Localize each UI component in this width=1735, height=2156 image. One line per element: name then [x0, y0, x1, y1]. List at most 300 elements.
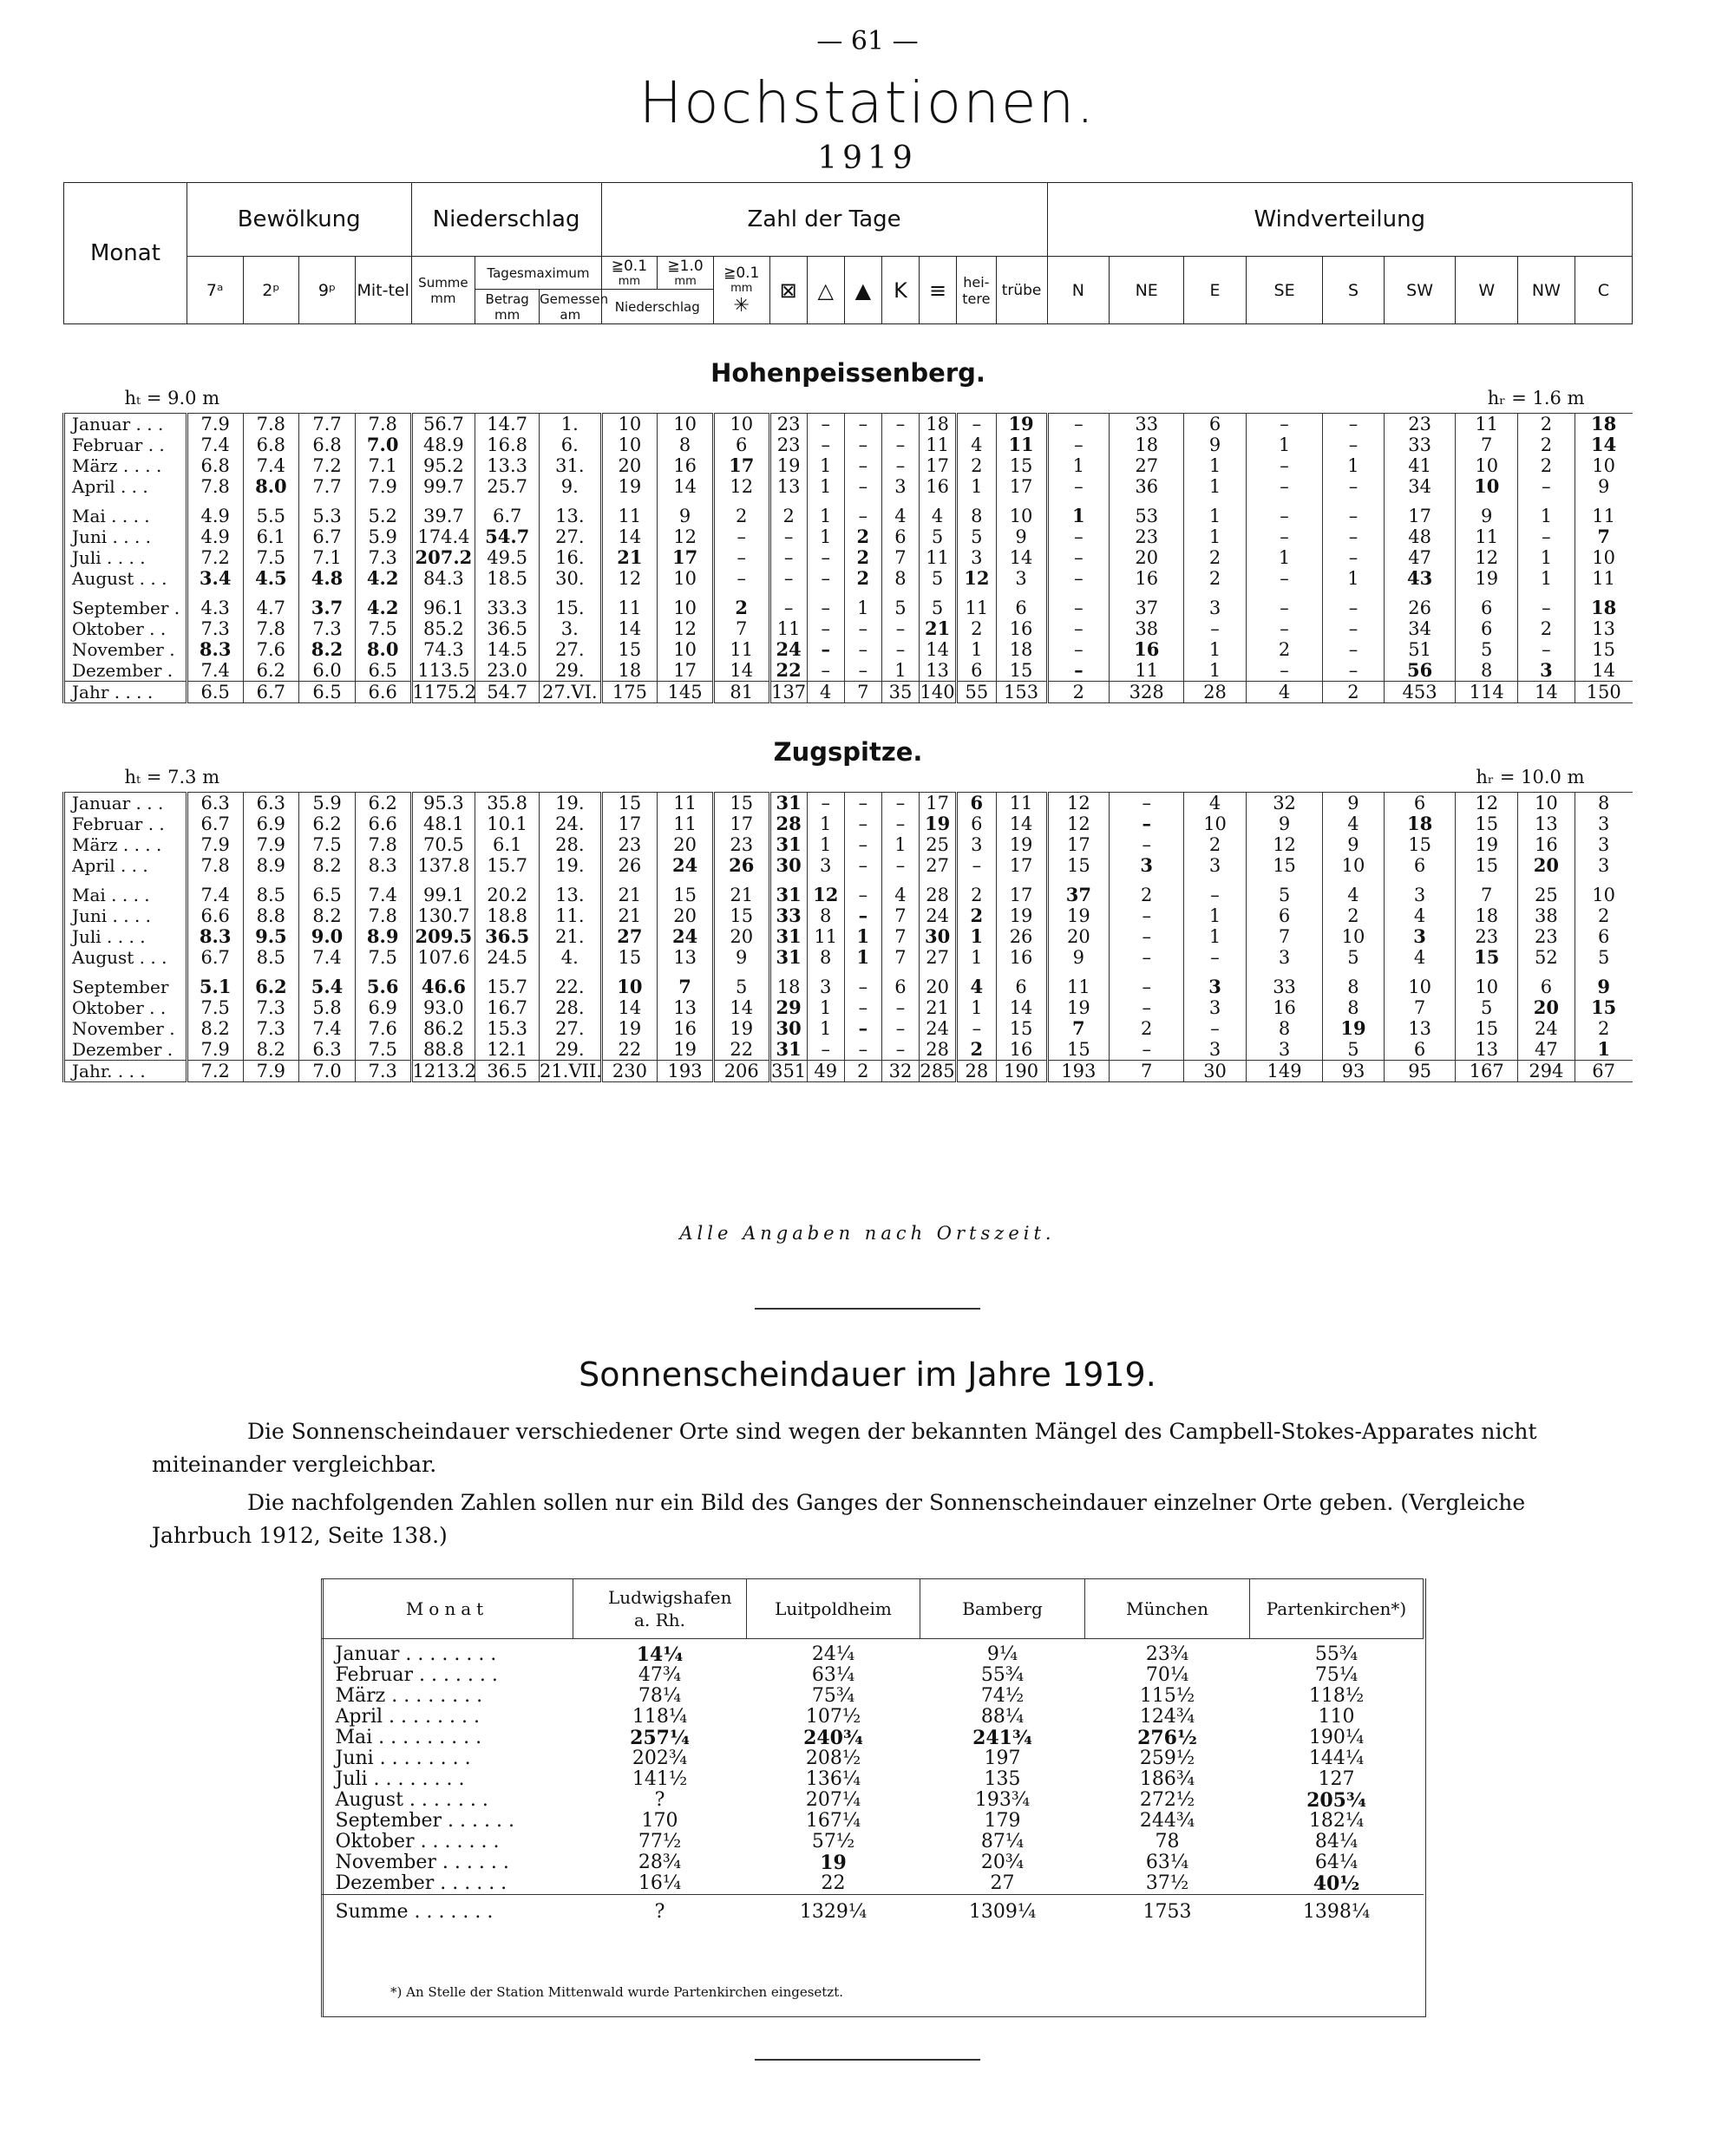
cell: 18.8: [475, 905, 540, 926]
cell: 115½: [1139, 1685, 1195, 1707]
cell: 2: [957, 618, 996, 639]
cell: –: [713, 568, 769, 589]
cell: 9¼: [986, 1643, 1018, 1665]
cell: 75¼: [1314, 1664, 1359, 1686]
cell: –: [1047, 414, 1109, 435]
snowflake-icon: ✳: [733, 294, 750, 317]
cell: 64¼: [1314, 1852, 1359, 1873]
cell: 10: [601, 968, 658, 997]
cell: 18: [601, 660, 658, 682]
table-row: [64, 876, 1633, 905]
cell: 23¾: [1145, 1643, 1189, 1665]
cell: 10: [996, 497, 1047, 526]
station-hr: hᵣ = 10.0 m: [1476, 767, 1585, 787]
cell: 1: [1184, 660, 1246, 682]
cell: 1: [807, 834, 844, 855]
cell: –: [844, 639, 881, 660]
cell: 5.9: [299, 793, 356, 814]
cell: 174.4: [411, 526, 475, 547]
row-month: September . . . . . .: [335, 1810, 514, 1832]
cell: 24: [658, 926, 714, 947]
cell: 1: [1047, 455, 1109, 476]
cell: 7.4: [187, 876, 243, 905]
cell: 1: [881, 660, 919, 682]
cell: –: [1246, 476, 1323, 497]
cell: 15: [996, 455, 1047, 476]
cell: 14: [601, 997, 658, 1018]
cell: 4: [1323, 813, 1384, 834]
cell: 7.8: [243, 618, 299, 639]
cell: 167¼: [805, 1810, 861, 1832]
cell: 10: [1456, 455, 1517, 476]
sum-row: [322, 1895, 1424, 1931]
cell: 12: [601, 568, 658, 589]
cell: 4.2: [355, 568, 411, 589]
cell: 3: [996, 568, 1047, 589]
cell: 6: [996, 589, 1047, 618]
cell: –: [957, 414, 996, 435]
cell: 8: [1323, 968, 1384, 997]
cell: –: [881, 997, 919, 1018]
cell: 11: [807, 926, 844, 947]
cell: 11: [996, 793, 1047, 814]
cell: 19: [1456, 834, 1517, 855]
cell: 3: [1110, 855, 1184, 876]
cell: 190¼: [1308, 1727, 1365, 1748]
cell: 9: [1184, 434, 1246, 455]
cell: 8: [957, 497, 996, 526]
cell: 7.4: [299, 947, 356, 968]
cell: 53: [1110, 497, 1184, 526]
table-row: [64, 589, 1633, 618]
cell: 17: [996, 876, 1047, 905]
cell: 86.2: [411, 1018, 475, 1039]
cell: 2: [1246, 639, 1323, 660]
cell: 7.2: [187, 1061, 243, 1082]
header-niederschlag-small: Niederschlag: [601, 290, 713, 324]
cell: 5.8: [299, 997, 356, 1018]
cell: 6: [713, 434, 769, 455]
cell: 12: [1246, 834, 1323, 855]
cell: 10.1: [475, 813, 540, 834]
row-month: Oktober . . . . . . .: [335, 1831, 500, 1852]
cell: 1: [957, 947, 996, 968]
cell: 4: [957, 434, 996, 455]
cell: 8.0: [355, 639, 411, 660]
cell: 8.2: [243, 1039, 299, 1061]
cell: 1213.2: [412, 1061, 477, 1081]
cell: 9: [1246, 813, 1323, 834]
cell: 7: [1456, 434, 1517, 455]
cell: 8: [1323, 997, 1384, 1018]
cell: 6: [957, 813, 996, 834]
cell: 1: [844, 926, 881, 947]
cell: 1: [1575, 1039, 1632, 1061]
table-row: [64, 813, 1633, 834]
cell: 4: [1384, 905, 1456, 926]
cell: 1: [1517, 497, 1575, 526]
cell: 3: [807, 855, 844, 876]
cell: 63¼: [811, 1664, 855, 1686]
cell: 11: [1110, 660, 1184, 682]
cell: 10: [1575, 547, 1632, 568]
hail-icon: △: [807, 257, 844, 324]
cell: 17: [996, 476, 1047, 497]
cell: 14.5: [475, 639, 540, 660]
cell: 33.3: [475, 589, 540, 618]
cell: 6.3: [299, 1039, 356, 1061]
table-row: [64, 997, 1633, 1018]
cell: 15: [1575, 639, 1632, 660]
cell: 10: [658, 568, 714, 589]
cell: 24: [1517, 1018, 1575, 1039]
cell: 74.3: [411, 639, 475, 660]
cell: 14: [713, 997, 769, 1018]
cell: 18.5: [475, 568, 540, 589]
cell: 7.3: [299, 618, 356, 639]
cell: 6: [957, 660, 996, 682]
cell: 48: [1384, 526, 1456, 547]
cell: 10: [1184, 813, 1246, 834]
cell: –: [881, 455, 919, 476]
cell: 16: [996, 1039, 1047, 1061]
cell: 13: [1456, 1039, 1517, 1061]
cell: 7.6: [355, 1018, 411, 1039]
cell: 17: [1384, 497, 1456, 526]
cell: 16: [1517, 834, 1575, 855]
cell: 27.: [540, 1018, 602, 1039]
cell: 11.: [540, 905, 602, 926]
cell: 20: [601, 455, 658, 476]
cell: 17: [658, 547, 714, 568]
cell: 15: [996, 1018, 1047, 1039]
cell: 3: [1184, 855, 1246, 876]
cell: 23: [769, 434, 807, 455]
header-ge10: ≧1.0: [667, 258, 704, 275]
cell: –: [769, 547, 807, 568]
cell: 30: [769, 855, 807, 876]
cell: 4.3: [187, 589, 243, 618]
cell: –: [1110, 1039, 1184, 1061]
cell: 24: [920, 1018, 957, 1039]
cell: 12: [1456, 547, 1517, 568]
cell: 6.5: [299, 682, 356, 703]
table-row: [64, 497, 1633, 526]
cell: –: [844, 618, 881, 639]
table-row: [64, 526, 1633, 547]
cell: 170: [641, 1810, 678, 1832]
cell: –: [807, 547, 844, 568]
cell: 113.5: [411, 660, 475, 682]
cell: 4.9: [187, 497, 243, 526]
cell: 35: [881, 682, 919, 703]
cell: 6: [1517, 968, 1575, 997]
cell: 175: [601, 682, 658, 703]
cell: 21: [601, 876, 658, 905]
row-month: April . . .: [64, 476, 187, 497]
table-row: [64, 947, 1633, 968]
cell: 14: [996, 997, 1047, 1018]
table-row: [64, 547, 1633, 568]
sum-cell: ?: [573, 1895, 747, 1931]
cell: –: [1323, 476, 1384, 497]
cell: 4: [920, 497, 957, 526]
cell: 19: [996, 905, 1047, 926]
cell: 2: [1323, 682, 1384, 703]
cell: –: [1110, 926, 1184, 947]
cell: 3: [1184, 1039, 1246, 1061]
table-row: [322, 1665, 1424, 1686]
cell: 7.9: [243, 834, 299, 855]
cell: 19: [658, 1039, 714, 1061]
cell: 182¼: [1308, 1810, 1365, 1832]
cell: 6.3: [243, 793, 299, 814]
cell: 3: [1384, 876, 1456, 905]
cell: 36.5: [475, 618, 540, 639]
cell: 15.7: [475, 968, 540, 997]
cell: 26: [713, 855, 769, 876]
table-row: [322, 1707, 1424, 1728]
cell: 15: [713, 793, 769, 814]
cell: 2: [1110, 1018, 1184, 1039]
cell: 27: [601, 926, 658, 947]
cell: 5: [920, 568, 957, 589]
header-ge10-unit: mm: [674, 275, 697, 288]
cell: –: [1323, 414, 1384, 435]
cell: 141½: [632, 1768, 688, 1790]
cell: 7: [881, 547, 919, 568]
header-wind-n: N: [1047, 257, 1109, 324]
cell: 15: [601, 947, 658, 968]
header-wind-s: S: [1323, 257, 1384, 324]
cell: 87¼: [980, 1831, 1025, 1852]
cell: –: [807, 639, 844, 660]
cell: 11: [957, 589, 996, 618]
cell: 34: [1384, 476, 1456, 497]
cell: 28: [920, 1039, 957, 1061]
cell: 107.6: [411, 947, 475, 968]
cell: –: [1517, 476, 1575, 497]
cell: –: [713, 526, 769, 547]
cell: 21.: [540, 926, 602, 947]
cell: –: [844, 876, 881, 905]
cell: 11: [658, 793, 714, 814]
header-snow-unit: mm: [730, 281, 753, 295]
cell: 21: [601, 905, 658, 926]
cell: –: [1517, 526, 1575, 547]
row-month: Juli . . . .: [64, 926, 187, 947]
cell: 3.7: [299, 589, 356, 618]
cell: –: [1246, 618, 1323, 639]
cell: 30: [920, 926, 957, 947]
cell: –: [1184, 1018, 1246, 1039]
cell: 2: [1047, 682, 1109, 703]
cell: 7.4: [187, 660, 243, 682]
row-month: November .: [64, 1018, 187, 1039]
cell: 12: [1456, 793, 1517, 814]
cell: 9: [658, 497, 714, 526]
cell: 15: [1456, 947, 1517, 968]
cell: 9: [996, 526, 1047, 547]
row-month: April . . .: [64, 855, 187, 876]
cell: 7.2: [187, 547, 243, 568]
cell: 7.9: [243, 1061, 299, 1082]
cell: 1: [1517, 568, 1575, 589]
cell: –: [807, 793, 844, 814]
cell: 6: [1384, 793, 1456, 814]
col-partenkirchen: Partenkirchen*): [1250, 1579, 1424, 1639]
cell: 10: [658, 639, 714, 660]
cell: 2: [844, 1061, 881, 1082]
cell: 9.5: [243, 926, 299, 947]
cell: 1: [957, 926, 996, 947]
cell: 3.4: [187, 568, 243, 589]
cell: 19: [820, 1852, 847, 1874]
cell: 130.7: [411, 905, 475, 926]
cell: 70¼: [1145, 1664, 1189, 1686]
row-month: September: [64, 968, 187, 997]
cell: 1: [1184, 639, 1246, 660]
cell: 193: [1047, 1061, 1109, 1082]
cell: 31: [769, 793, 807, 814]
cell: 6.8: [187, 455, 243, 476]
cell: 15: [713, 905, 769, 926]
table-row: [322, 1873, 1424, 1895]
cell: 14: [1575, 660, 1632, 682]
cell: 34: [1384, 618, 1456, 639]
cell: 15: [1246, 855, 1323, 876]
cell: –: [957, 1018, 996, 1039]
cell: 7: [881, 905, 919, 926]
table-row: [322, 1811, 1424, 1832]
cell: –: [769, 568, 807, 589]
cell: 17: [996, 855, 1047, 876]
cell: 33: [769, 905, 807, 926]
cell: 17: [920, 455, 957, 476]
cell: 8: [1575, 793, 1632, 814]
table-row: [322, 1686, 1424, 1707]
cell: 6.2: [243, 968, 299, 997]
cell: 31: [769, 1039, 807, 1061]
cell: 5.6: [355, 968, 411, 997]
cell: 3: [1184, 968, 1246, 997]
cell: 15: [1384, 834, 1456, 855]
cell: 2: [957, 1039, 996, 1061]
sum-cell: 1329¼: [747, 1895, 920, 1931]
cell: 1: [1184, 455, 1246, 476]
cell: 20: [1517, 997, 1575, 1018]
cell: 49.5: [475, 547, 540, 568]
cell: 26: [996, 926, 1047, 947]
cell: 33: [1110, 414, 1184, 435]
station-hr: hᵣ = 1.6 m: [1487, 388, 1585, 408]
cell: 13: [1517, 813, 1575, 834]
cell: 30.: [540, 568, 602, 589]
cell: 17: [920, 793, 957, 814]
cell: 51: [1384, 639, 1456, 660]
cell: 5.3: [299, 497, 356, 526]
row-month: Juni . . . . . . . .: [335, 1748, 471, 1769]
cell: 7.3: [187, 618, 243, 639]
cell: 2: [769, 497, 807, 526]
cell: 257¼: [630, 1727, 690, 1749]
header-wind-c: C: [1575, 257, 1632, 324]
cell: 206: [713, 1061, 769, 1082]
row-month: Jahr. . . .: [64, 1061, 187, 1082]
cell: 31: [769, 834, 807, 855]
cell: 25.7: [475, 476, 540, 497]
cell: 197: [984, 1748, 1021, 1769]
cell: 7: [1246, 926, 1323, 947]
cell: 55¾: [980, 1664, 1025, 1686]
cell: 47: [1517, 1039, 1575, 1061]
cell: 3.: [540, 618, 602, 639]
cell: 2: [1575, 905, 1632, 926]
table-row: [64, 476, 1633, 497]
cell: 15.3: [475, 1018, 540, 1039]
cell: 7.7: [299, 476, 356, 497]
cell: –: [807, 414, 844, 435]
cell: 14: [1517, 682, 1575, 703]
cell: –: [1047, 639, 1109, 660]
cell: 15: [996, 660, 1047, 682]
row-month: Februar . .: [64, 434, 187, 455]
cell: 20: [920, 968, 957, 997]
table-row: [64, 926, 1633, 947]
cell: 7.8: [187, 476, 243, 497]
cell: 13.3: [475, 455, 540, 476]
cell: 10: [601, 434, 658, 455]
cell: 33: [1384, 434, 1456, 455]
cell: 150: [1575, 682, 1632, 703]
cell: 14: [920, 639, 957, 660]
sum-cell: 1309¼: [920, 1895, 1085, 1931]
table-footnote: Alle Angaben nach Ortszeit.: [679, 1223, 1056, 1244]
cell: 16: [996, 947, 1047, 968]
cell: –: [1110, 968, 1184, 997]
cell: –: [881, 855, 919, 876]
row-month: Jahr . . . .: [64, 682, 187, 703]
cell: –: [1323, 618, 1384, 639]
sunshine-rows: [322, 1639, 1424, 1931]
cell: –: [881, 434, 919, 455]
cell: 7: [713, 618, 769, 639]
cell: 8.2: [299, 639, 356, 660]
cell: 208½: [805, 1748, 861, 1769]
cell: 15: [658, 876, 714, 905]
cell: 8.3: [187, 926, 243, 947]
cell: 37: [1047, 876, 1109, 905]
cell: 28: [920, 876, 957, 905]
cell: 3: [1184, 589, 1246, 618]
cell: –: [844, 834, 881, 855]
cell: 5.4: [299, 968, 356, 997]
cell: 21: [713, 876, 769, 905]
weather-table: [62, 182, 1633, 1082]
row-month: November .: [64, 639, 187, 660]
cell: 241¾: [972, 1727, 1032, 1749]
cell: 137: [771, 682, 807, 702]
cell: –: [1047, 476, 1109, 497]
cell: 1175.2: [412, 682, 477, 702]
cell: 5: [920, 589, 957, 618]
cell: 7.3: [355, 547, 411, 568]
cell: 11: [601, 589, 658, 618]
cell: 14: [996, 813, 1047, 834]
cell: 19: [601, 1018, 658, 1039]
cell: 56: [1384, 660, 1456, 682]
cell: 40½: [1313, 1872, 1360, 1895]
